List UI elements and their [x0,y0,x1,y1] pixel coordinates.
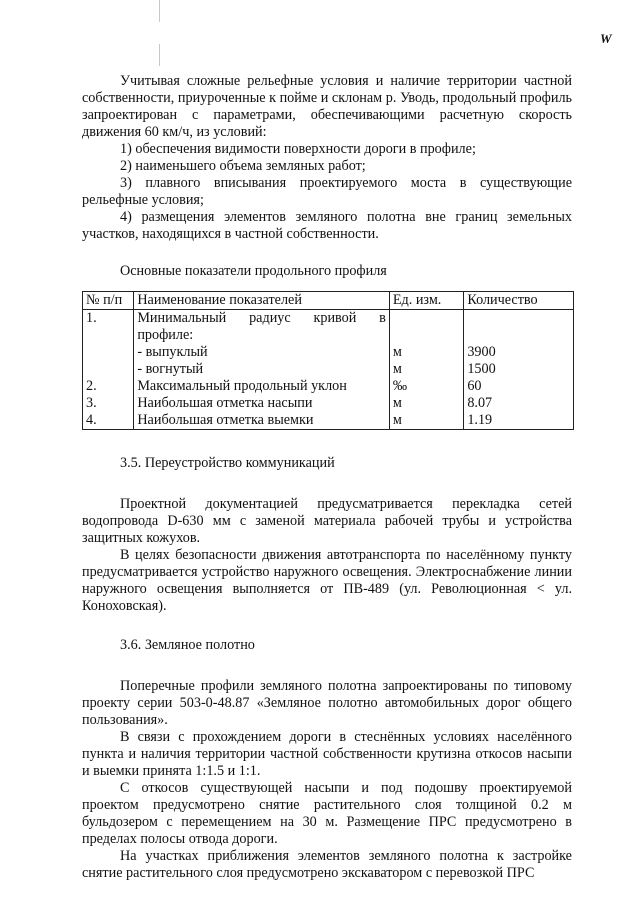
section-3-6-paragraph-1: Поперечные профили земляного полотна запроектированы по типовому проекту серии 503-0-48.87 «Земляное полотно автомобильных дорог общего пользования». [82,678,572,728]
cell-unit: ‰ [389,378,463,395]
condition-item-2: 2) наименьшего объема земляных работ; [120,158,366,174]
intro-paragraph: Учитывая сложные рельефные условия и наличие территории частной собственности, приуроченные к пойме и склонам р. Уводь, продольный профиль запроектирован с параметрами, обеспечивающими расчетную скорость движения 60 км/ч, из условий: [82,73,572,140]
section-3-6-paragraph-3: С откосов существующей насыпи и под подошву проектируемой проектом предусмотрено снятие растительного слоя толщиной 0.2 м бульдозером с перемещением на 30 м. Размещение ПРС предусмотрено в пределах полосы отвода дороги. [82,780,572,847]
table-row [83,412,574,430]
scan-artifact-line [159,0,160,22]
cell-unit: м [389,395,463,412]
page-mark: W [600,31,612,46]
cell-qty: 1.19 [464,412,574,430]
cell-num: 4. [83,412,134,430]
cell-qty: 3900 [464,344,574,361]
section-3-5-paragraph-2: В целях безопасности движения автотранспорта по населённому пункту предусматривается устройство наружного освещения. Электроснабжение линии наружного освещения выполняется от ПВ-489 (ул. Революционная < ул. Коноховская). [82,547,572,614]
cell-unit: м [389,361,463,378]
table-title: Основные показатели продольного профиля [120,263,387,279]
cell-name: Максимальный продольный уклон [134,378,390,395]
cell-num [83,361,134,378]
cell-name: Наибольшая отметка выемки [134,412,390,430]
header-unit: Ед. изм. [389,292,463,310]
cell-unit: м [389,412,463,430]
cell-name: - вогнутый [134,361,390,378]
table-row [83,361,574,378]
section-3-6-paragraph-2: В связи с прохождением дороги в стеснённых условиях населённого пункта и наличия территории частной собственности крутизна откосов насыпи и выемки принята 1:1.5 и 1:1. [82,729,572,779]
cell-num: 2. [83,378,134,395]
table-row [83,395,574,412]
cell-name: - выпуклый [134,344,390,361]
cell-unit: м [389,344,463,361]
cell-qty: 8.07 [464,395,574,412]
header-num: № п/п [83,292,134,310]
cell-name: Наибольшая отметка насыпи [134,395,390,412]
cell-qty: 1500 [464,361,574,378]
cell-name: Минимальный радиус кривой в профиле: [134,310,390,345]
scan-artifact-line [159,44,160,66]
cell-qty: 60 [464,378,574,395]
section-3-5-heading: 3.5. Переустройство коммуникаций [120,455,335,471]
condition-item-4: 4) размещения элементов земляного полотна вне границ земельных участков, находящихся в частной собственности. [82,209,572,242]
section-3-6-heading: 3.6. Земляное полотно [120,637,255,653]
cell-num: 3. [83,395,134,412]
table-row [83,378,574,395]
section-3-6-paragraph-4: На участках приближения элементов земляного полотна к застройке снятие растительного слоя предусмотрено экскаватором с перевозкой ПРС [82,848,572,881]
header-qty: Количество [464,292,574,310]
cell-qty [464,310,574,345]
condition-item-3: 3) плавного вписывания проектируемого моста в существующие рельефные условия; [82,175,572,208]
table-row [83,344,574,361]
condition-item-1: 1) обеспечения видимости поверхности дороги в профиле; [120,141,476,157]
header-name: Наименование показателей [134,292,390,310]
document-body [82,73,572,882]
cell-num [83,344,134,361]
profile-indicators-table [82,291,574,430]
cell-num: 1. [83,310,134,345]
section-3-5-paragraph-1: Проектной документацией предусматривается перекладка сетей водопровода D-630 мм с заменой материала рабочей трубы и устройства защитных кожухов. [82,496,572,546]
cell-unit [389,310,463,345]
table-header-row [83,292,574,310]
table-row [83,310,574,345]
